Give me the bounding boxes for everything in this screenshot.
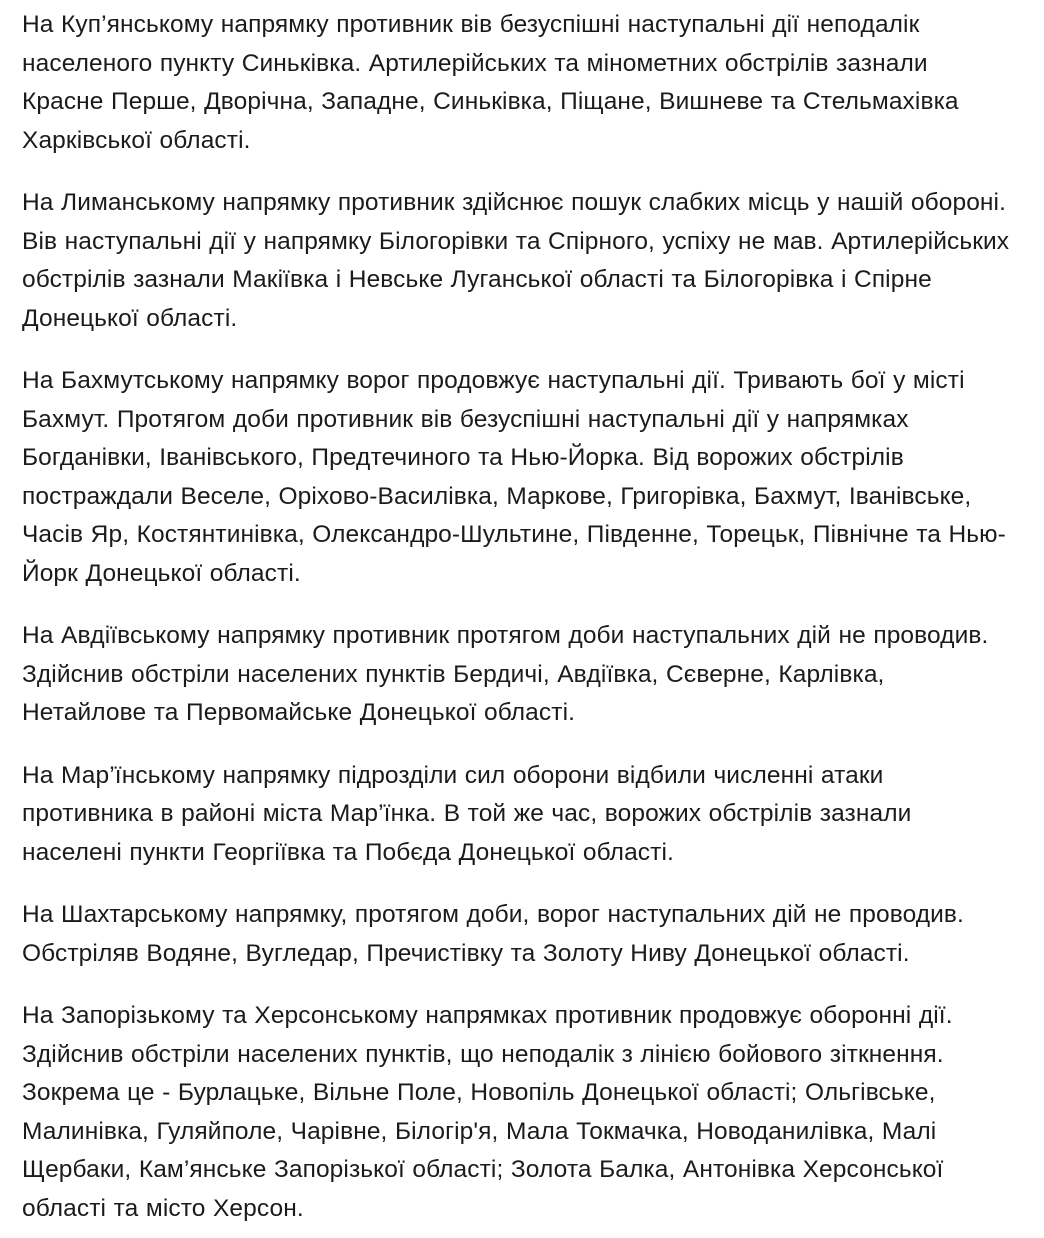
paragraph-maryinka-direction: На Мар’їнському напрямку підрозділи сил оборони відбили численні атаки противника в районі міста Мар’їнка. В той же час, ворожих обстрілів зазнали населені пункти Георгіївка та Побєда Донецької області. xyxy=(22,761,912,866)
paragraph-zaporizhzhia-kherson-direction: На Запорізькому та Херсонському напрямках противник продовжує оборонні дії. Здійснив обстріли населених пунктів, що неподалік з лінією бойового зіткнення. Зокрема це - Бурлацьке, Вільне Поле, Новопіль Донецької області; Ольгівське, Малинівка, Гуляйполе, Чарівне, Білогір'я, Мала Токмачка, Новоданилівка, Малі Щербаки, Кам’янське Запорізької області; Золота Балка, Антонівка Херсонської області та місто Херсон. xyxy=(22,1002,953,1222)
paragraph-bakhmut-direction: На Бахмутському напрямку ворог продовжує наступальні дії. Тривають бої у місті Бахмут. Протягом доби противник вів безуспішні наступальні дії у напрямках Богданівки, Іванівського, Предтечиного та Нью-Йорка. Від ворожих обстрілів постраждали Веселе, Оріхово-Василівка, Маркове, Григорівка, Бахмут, Іванівське, Часів Яр, Костянтинівка, Олександро-Шультине, Південне, Торецьк, Північне та Нью-Йорк Донецької області. xyxy=(22,367,1006,587)
paragraph-shakhtarsk-direction: На Шахтарському напрямку, протягом доби, ворог наступальних дій не проводив. Обстріляв Водяне, Вугледар, Пречистівку та Золоту Ниву Донецької області. xyxy=(22,901,964,967)
paragraph-lyman-direction: На Лиманському напрямку противник здійснює пошук слабких місць у нашій обороні. Вів наступальні дії у напрямку Білогорівки та Спірного, успіху не мав. Артилерійських обстрілів зазнали Макіївка і Невське Луганської області та Білогорівка і Спірне Донецької області. xyxy=(22,189,1010,332)
paragraph-avdiivka-direction: На Авдіївському напрямку противник протягом доби наступальних дій не проводив. Здійснив обстріли населених пунктів Бердичі, Авдіївка, Сєверне, Карлівка, Нетайлове та Первомайське Донецької області. xyxy=(22,622,989,726)
paragraph-kupyansk-direction: На Куп’янському напрямку противник вів безуспішні наступальні дії неподалік населеного пункту Синьківка. Артилерійських та мінометних обстрілів зазнали Красне Перше, Дворічна, Западне, Синьківка, Піщане, Вишневе та Стельмахівка Харківської області. xyxy=(22,11,959,154)
